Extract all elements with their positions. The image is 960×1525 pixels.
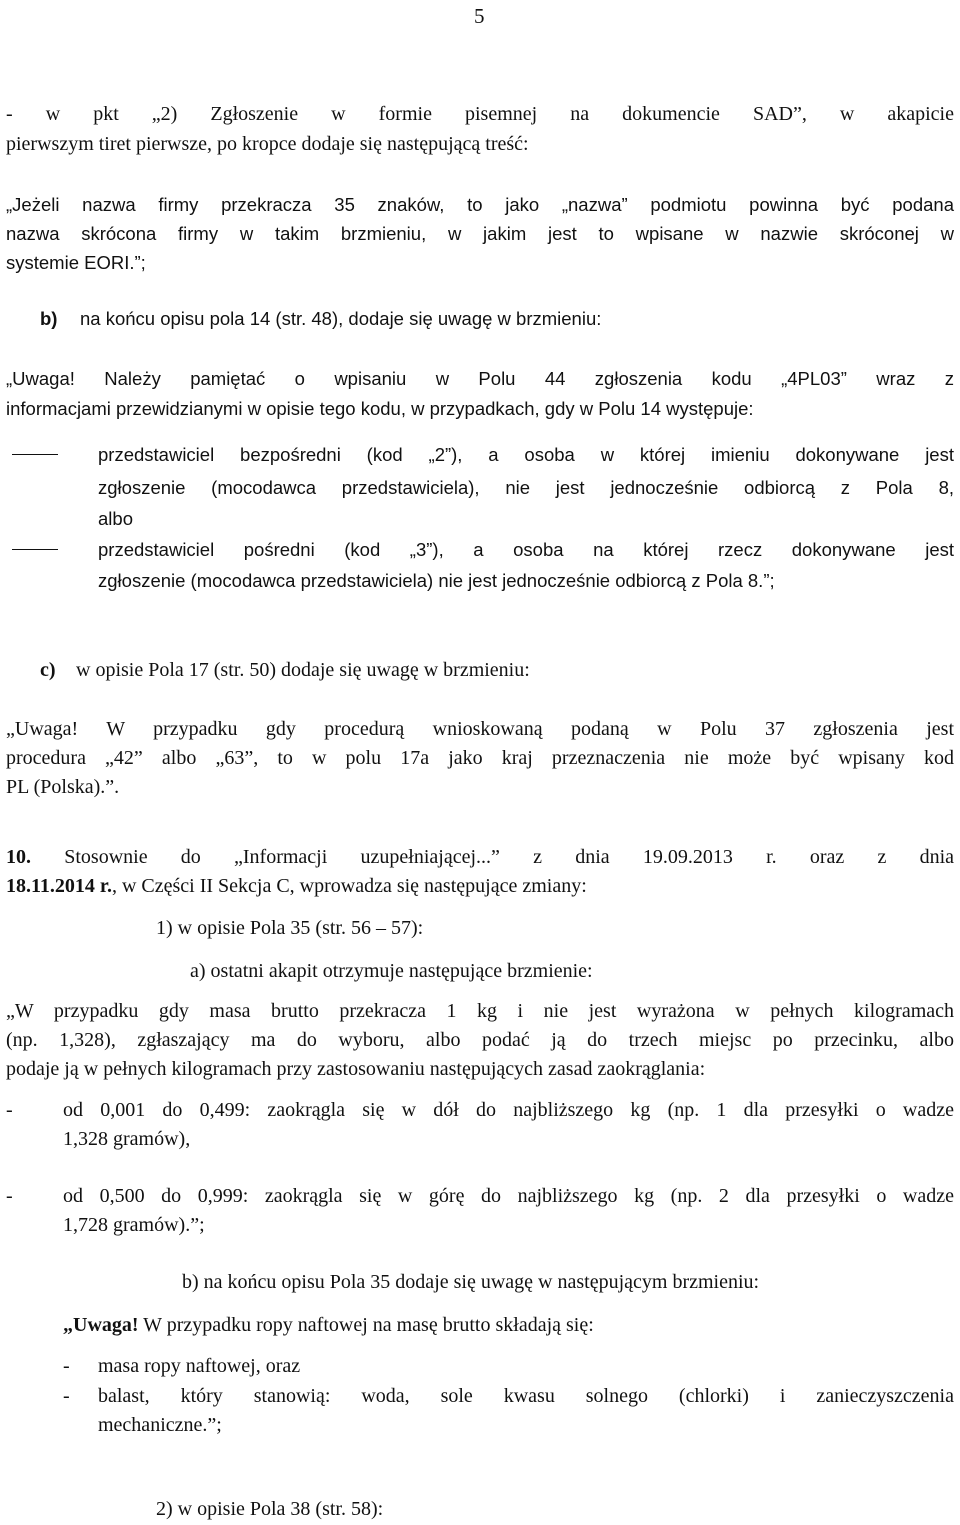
- section-c-text: w opisie Pola 17 (str. 50) dodaje się uwagę w brzmieniu:: [76, 659, 530, 681]
- section-b-text: na końcu opisu pola 14 (str. 48), dodaje się uwagę w brzmieniu:: [80, 308, 602, 329]
- rounding-rule-1-line-1: od 0,001 do 0,499: zaokrągla się w dół do najbliższego kg (np. 1 dla przesyłki o wadze: [63, 1099, 954, 1121]
- point-10-number: 10.: [6, 846, 31, 868]
- uwaga-procedura-line-3: PL (Polska).”.: [6, 776, 120, 798]
- item-2-pole-38: 2) w opisie Pola 38 (str. 58):: [156, 1498, 384, 1520]
- section-b-label: b): [40, 308, 58, 329]
- masa-line-2: (np. 1,328), zgłaszający ma do wyboru, albo podać ją do trzech miejsc po przecinku, albo: [6, 1029, 954, 1051]
- ropa-item-2-hyphen: -: [63, 1385, 70, 1407]
- eori-rule-line-3: systemie EORI.”;: [6, 252, 146, 273]
- item-1b-heading: b) na końcu opisu Pola 35 dodaje się uwagę w następującym brzmieniu:: [182, 1271, 760, 1293]
- uwaga-procedura-line-1: „Uwaga! W przypadku gdy procedurą wnioskowaną podaną w Polu 37 zgłoszenia jest: [6, 718, 954, 740]
- uwaga-pl03-line-2: informacjami przewidzianymi w opisie tego kodu, w przypadkach, gdy w Polu 14 występuje:: [6, 398, 754, 419]
- item-1a-heading: a) ostatni akapit otrzymuje następujące brzmienie:: [190, 960, 593, 982]
- masa-line-3: podaje ją w pełnych kilogramach przy zastosowaniu następujących zasad zaokrąglania:: [6, 1058, 706, 1080]
- rounding-rule-2-line-2: 1,728 gramów).”;: [63, 1214, 205, 1236]
- uwaga-procedura-line-2: procedura „42” albo „63”, to w polu 17a jako kraj przeznaczenia nie może być wpisany kod: [6, 747, 954, 769]
- section-c-label: c): [40, 659, 56, 681]
- section-c-heading: [40, 656, 954, 685]
- eori-rule-line-1: „Jeżeli nazwa firmy przekracza 35 znaków, to jako „nazwa” podmiotu powinna być podana: [6, 194, 954, 215]
- uwaga-ropa: „Uwaga! W przypadku ropy naftowej na masę brutto składają się:: [63, 1314, 594, 1336]
- amendment-intro-line-1: - w pkt „2) Zgłoszenie w formie pisemnej na dokumencie SAD”, w akapicie: [6, 103, 954, 125]
- dash-item-2-line-2: zgłoszenie (mocodawca przedstawiciela) nie jest jednocześnie odbiorcą z Pola 8.”;: [98, 570, 775, 591]
- ropa-item-2-line-1: balast, który stanowią: woda, sole kwasu solnego (chlorki) i zanieczyszczenia: [98, 1385, 954, 1407]
- rounding-rule-2-line-1: od 0,500 do 0,999: zaokrągla się w górę do najbliższego kg (np. 2 dla przesyłki o wadze: [63, 1185, 954, 1207]
- ropa-item-2-line-2: mechaniczne.”;: [98, 1414, 222, 1436]
- ropa-item-1: masa ropy naftowej, oraz: [98, 1355, 301, 1377]
- point-10-line-2: 18.11.2014 r., w Części II Sekcja C, wprowadza się następujące zmiany:: [6, 875, 587, 897]
- rounding-rule-1-line-2: 1,328 gramów),: [63, 1128, 191, 1150]
- masa-line-1: „W przypadku gdy masa brutto przekracza 1 kg i nie jest wyrażona w pełnych kilogramach: [6, 1000, 954, 1022]
- rounding-rule-2-hyphen: -: [6, 1185, 13, 1207]
- dash-item-1-line-2: zgłoszenie (mocodawca przedstawiciela), nie jest jednocześnie odbiorcą z Pola 8,: [98, 477, 954, 498]
- em-dash-marker: [12, 454, 58, 455]
- em-dash-marker: [12, 549, 58, 550]
- page-number: 5: [474, 4, 485, 28]
- dash-item-2-line-1: przedstawiciel pośredni (kod „3”), a osoba na której rzecz dokonywane jest: [98, 535, 954, 564]
- amendment-intro-line-2: pierwszym tiret pierwsze, po kropce dodaje się następującą treść:: [6, 133, 529, 155]
- dash-item-1-line-1: przedstawiciel bezpośredni (kod „2”), a osoba w której imieniu dokonywane jest: [98, 440, 954, 469]
- ropa-item-1-hyphen: -: [63, 1355, 70, 1377]
- dash-item-1-line-3: albo: [98, 508, 133, 529]
- uwaga-pl03-line-1: „Uwaga! Należy pamiętać o wpisaniu w Polu 44 zgłoszenia kodu „4PL03” wraz z: [6, 368, 954, 389]
- rounding-rule-1-hyphen: -: [6, 1099, 13, 1121]
- section-b-heading: [40, 304, 954, 333]
- eori-rule-line-2: nazwa skrócona firmy w takim brzmieniu, w jakim jest to wpisane w nazwie skróconej w: [6, 223, 954, 244]
- point-10-line-1: 10. Stosownie do „Informacji uzupełniającej...” z dnia 19.09.2013 r. oraz z dnia: [6, 846, 955, 868]
- item-1-pole-35: 1) w opisie Pola 35 (str. 56 – 57):: [156, 917, 424, 939]
- uwaga-ropa-label: „Uwaga!: [63, 1314, 139, 1336]
